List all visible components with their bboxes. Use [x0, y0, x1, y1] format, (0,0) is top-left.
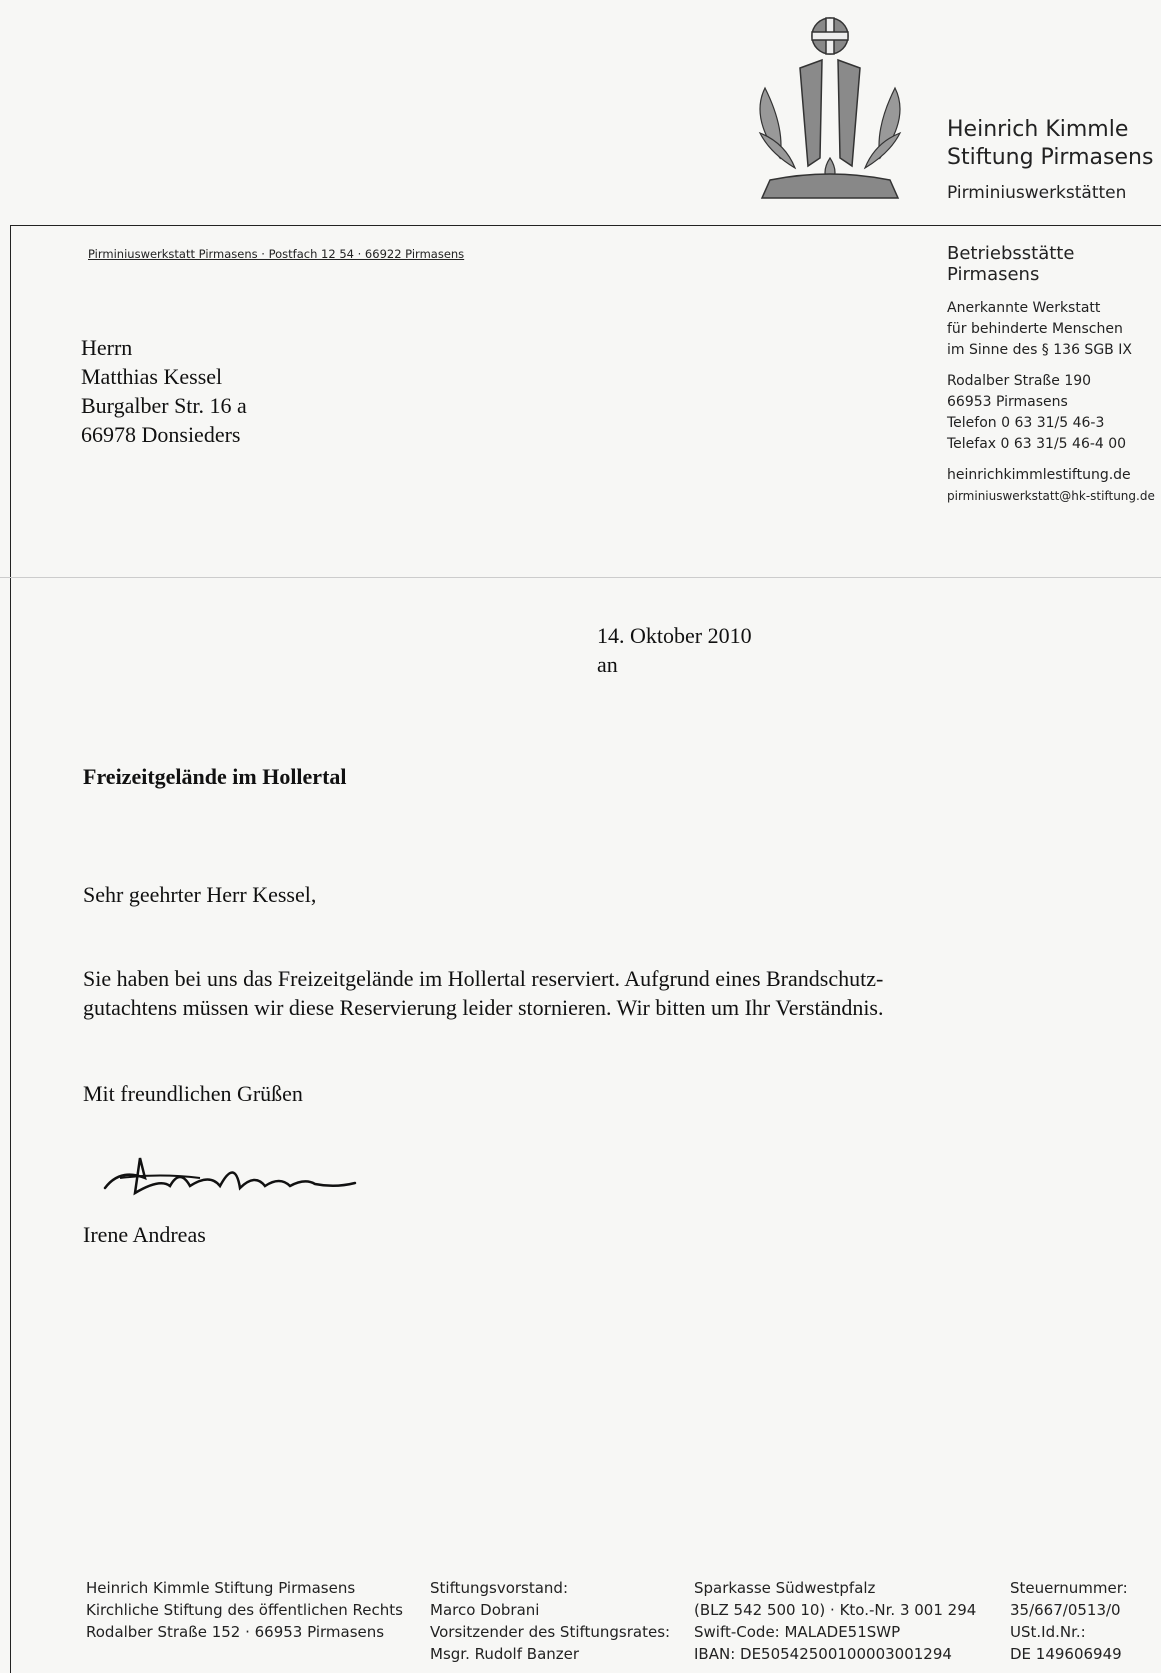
facility-online	[947, 465, 1161, 507]
letter-closing: Mit freundlichen Grüßen	[83, 1081, 303, 1106]
footer-board-line: Stiftungsvorstand:	[430, 1579, 569, 1597]
facility-email-link[interactable]: pirminiuswerkstatt@hk-stiftung.de	[947, 489, 1155, 503]
footer-tax-line: 35/667/0513/0	[1010, 1601, 1121, 1619]
letter-body	[83, 964, 1083, 1022]
facility-title	[947, 243, 1161, 285]
footer-tax	[1010, 1577, 1128, 1665]
footer-bank-line: Sparkasse Südwestpfalz	[694, 1579, 876, 1597]
facility-phone: Telefon 0 63 31/5 46-3	[947, 415, 1105, 431]
recipient-address	[81, 333, 247, 449]
handwritten-signature	[100, 1148, 370, 1208]
facility-contact	[947, 371, 1161, 455]
footer-board	[430, 1577, 670, 1665]
organization-subtitle: Pirminiuswerkstätten	[947, 183, 1127, 203]
footer-org-line: Heinrich Kimmle Stiftung Pirmasens	[86, 1579, 356, 1597]
letter-salutation: Sehr geehrter Herr Kessel,	[83, 882, 317, 907]
recipient-salutation: Herrn	[81, 335, 133, 360]
letter-date	[597, 621, 752, 679]
footer-tax-line: DE 149606949	[1010, 1645, 1122, 1663]
sender-return-address: Pirminiuswerkstatt Pirmasens · Postfach 12 54 · 66922 Pirmasens	[88, 247, 465, 261]
footer-org-line: Rodalber Straße 152 · 66953 Pirmasens	[86, 1623, 385, 1641]
logo-base-icon	[762, 174, 898, 198]
frame-left-rule	[10, 225, 11, 1673]
facility-title-line1: Betriebsstätte	[947, 243, 1075, 264]
footer-bank-line: IBAN: DE50542500100003001294	[694, 1645, 952, 1663]
recipient-name: Matthias Kessel	[81, 364, 223, 389]
hands-emblem-icon	[800, 60, 860, 166]
footer-board-line: Msgr. Rudolf Banzer	[430, 1645, 580, 1663]
org-name-line2: Stiftung Pirmasens	[947, 145, 1154, 170]
caritas-cross-icon	[812, 18, 848, 54]
facility-website-link[interactable]: heinrichkimmlestiftung.de	[947, 467, 1131, 483]
facility-title-line2: Pirmasens	[947, 264, 1040, 285]
foundation-logo	[740, 8, 920, 208]
organization-name	[947, 116, 1153, 172]
facility-info	[947, 243, 1161, 517]
footer-bank	[694, 1577, 976, 1665]
body-line1: Sie haben bei uns das Freizeitgelände im Hollertal reserviert. Aufgrund eines Brandschutz-	[83, 966, 884, 991]
facility-address-line1: Rodalber Straße 190	[947, 373, 1092, 389]
footer-bank-line: Swift-Code: MALADE51SWP	[694, 1623, 901, 1641]
facility-desc-line1: Anerkannte Werkstatt	[947, 300, 1101, 316]
date-line1: 14. Oktober 2010	[597, 623, 752, 648]
footer-board-line: Vorsitzender des Stiftungsrates:	[430, 1623, 671, 1641]
letter-subject: Freizeitgelände im Hollertal	[83, 764, 347, 789]
footer-board-line: Marco Dobrani	[430, 1601, 540, 1619]
paper-fold-line	[0, 577, 1161, 578]
frame-top-rule	[10, 225, 1161, 226]
recipient-city: 66978 Donsieders	[81, 422, 241, 447]
facility-address-line2: 66953 Pirmasens	[947, 394, 1068, 410]
recipient-street: Burgalber Str. 16 a	[81, 393, 247, 418]
footer-bank-line: (BLZ 542 500 10) · Kto.-Nr. 3 001 294	[694, 1601, 977, 1619]
signer-name: Irene Andreas	[83, 1222, 206, 1247]
leaves-icon	[760, 88, 900, 186]
facility-fax: Telefax 0 63 31/5 46-4 00	[947, 436, 1127, 452]
footer-organization	[86, 1577, 403, 1643]
body-line2: gutachtens müssen wir diese Reservierung leider stornieren. Wir bitten um Ihr Verständnis.	[83, 995, 884, 1020]
footer-tax-line: Steuernummer:	[1010, 1579, 1128, 1597]
facility-desc-line3: im Sinne des § 136 SGB IX	[947, 342, 1132, 358]
footer-tax-line: USt.Id.Nr.:	[1010, 1623, 1086, 1641]
facility-desc-line2: für behinderte Menschen	[947, 321, 1123, 337]
facility-description	[947, 298, 1161, 361]
org-name-line1: Heinrich Kimmle	[947, 117, 1129, 142]
footer-org-line: Kirchliche Stiftung des öffentlichen Rechts	[86, 1601, 403, 1619]
date-line2: an	[597, 652, 618, 677]
